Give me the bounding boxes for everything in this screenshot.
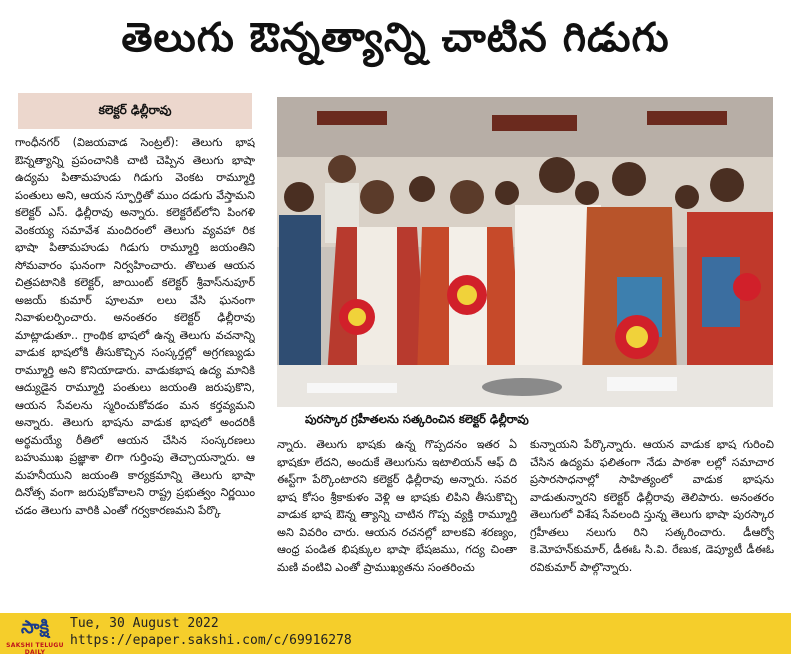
article-column-3 (530, 436, 774, 608)
byline-box (18, 93, 252, 129)
epaper-link[interactable]: https://epaper.sakshi.com/c/69916278 (70, 633, 352, 648)
photo-caption: పురస్కార గ్రహీతలను సత్కరించిన కలెక్టర్ ఢిల్లీరావు (277, 408, 773, 430)
sakshi-logo (6, 616, 64, 656)
footer-bar (0, 613, 791, 654)
article-paragraph: న్నారు. తెలుగు భాషకు ఉన్న గొప్పదనం ఇతర ఏ భాషకూ లేదని, అందుకే తెలుగును ఇటాలియన్ ఆఫ్ ది ఈస్ట్‌గా పేర్కొంటారని కలెక్టర్ ఢిల్లీరావు అన్నారు. సవర భాష కోసం శ్రీకాకుళం వెళ్లి ఆ భాషకు లిపిని తీసుకొచ్చి వాడుక భాష ఔన్న త్యాన్ని చాటిన గొప్ప వ్యక్తి రామ్మూర్తి అని వివరిం చారు. ఆయన రచనల్లో బాలకవి శరణ్యం, ఆంధ్ర పండిత భిషక్కుల భాషా భేషజము, గద్య చింతా మణి వంటివి ఎంతో ప్రాముఖ్యతను సంతరించు (277, 438, 517, 574)
publication-date: Tue, 30 August 2022 (70, 616, 219, 631)
article-paragraph: గాంధీనగర్ (విజయవాడ సెంట్రల్): తెలుగు భాష ఔన్నత్యాన్ని ప్రపంచానికి చాటి చెప్పిన తెలుగు భాషా ఉద్యమ పితామహుడు గిడుగు వెంకట రామ్మూర్తి పంతులు అని, ఆయన స్ఫూర్తితో ముం దడుగు వేస్తామని కలెక్టర్ ఎస్. ఢిల్లీరావు అన్నారు. కలెక్టరేట్‌లోని పింగళి వెంకయ్య సమావేశ మందిరంలో తెలుగు వ్యవహా రిక భాషా పితామహుడు గిడుగు రామ్మూర్తి జయంతిని సోమవారం ఘనంగా నిర్వహించారు. తొలుత ఆయన చిత్రపటానికి కలెక్టర్, జాయింట్ కలెక్టర్ శ్రీవాస్‌నుపూర్ అజయ్ కుమార్ పూలమా లలు వేసి ఘనంగా నివాళులర్పించారు. అనంతరం కలెక్టర్ ఢిల్లీరావు మాట్లాడుతూ.. గ్రాంథిక భాషలో ఉన్న తెలుగు వచనాన్ని వాడుక భాషలోకి తీసుకొచ్చిన సంస్కర్తల్లో అగ్రగణ్యుడు రామ్మూర్తి అని కొనియాడారు. వాడుకభాష ఉద్య మానికి ఆద్యుడైన రామ్మూర్తి పంతులు జయంతి జరుపుకొని, ఆయన సేవలను స్మరించుకోవడం మన కర్తవ్యమని అన్నారు. తెలుగు భాషను వాడుక భాషలో అందరికీ అర్థమయ్యే రీతిలో ఆయన చేసిన సంస్కరణలు బహుముఖ ప్రజ్ఞాశా లిగా గుర్తింపు తెచ్చాయన్నారు. ఆ మహనీయుని జయంతి కార్యక్రమాన్ని తెలుగు భాషా దినోత్స వంగా జరుపుకోవాలని రాష్ట్ర ప్రభుత్వం నిర్ణయిం చడం తెలుగు వారికి ఎంతో గర్వకారణమని పేర్కొ (15, 136, 255, 517)
article-photo (277, 97, 773, 407)
photo-illustration (277, 97, 773, 407)
logo-text: సాక్షి (21, 616, 49, 638)
article-column-2 (277, 436, 517, 608)
article-paragraph: కున్నాయని పేర్కొన్నారు. ఆయన వాడుక భాష గురించి చేసిన ఉద్యమ ఫలితంగా నేడు పాఠశా లల్లో సమాచార ప్రసారసాధనాల్లో సాహిత్యంలో వాడుక భాషను వాడుతున్నారని కలెక్టర్ ఢిల్లీరావు తెలిపారు. అనంతరం తెలుగులో విశేష సేవలంది స్తున్న తెలుగు భాషా పురస్కార గ్రహీతలు నలుగు రిని సత్కరించారు. డీఆర్వో కె.మోహన్‌కుమార్, డీఈఓ సి.వి. రేణుక, డెప్యూటీ డీఈఓ రవికుమార్ పాల్గొన్నారు. (530, 438, 774, 574)
byline: కలెక్టర్ ఢిల్లీరావు (98, 102, 172, 117)
article-column-1 (15, 134, 255, 608)
logo-subtitle: SAKSHI TELUGU DAILY (6, 642, 64, 656)
headline: తెలుగు ఔన్నత్యాన్ని చాటిన గిడుగు (121, 15, 670, 61)
